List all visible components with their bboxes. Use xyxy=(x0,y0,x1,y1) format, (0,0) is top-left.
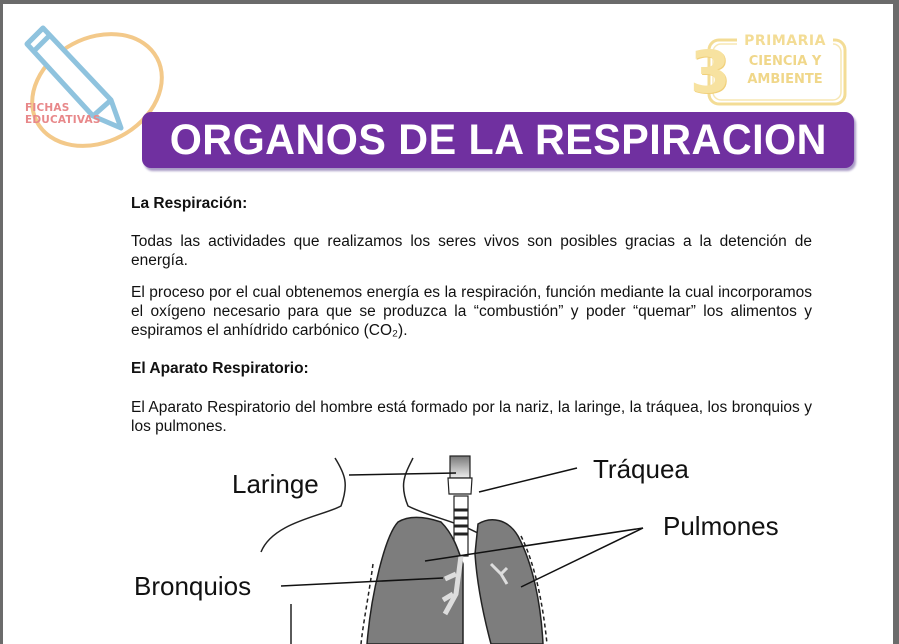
lungs-illustration xyxy=(123,444,823,644)
grade-level: PRIMARIA xyxy=(737,33,833,49)
grade-number: 3 xyxy=(690,38,731,106)
laringe-leader xyxy=(349,473,456,475)
paragraph: El proceso por el cual obtenemos energía es la respiración, función mediante la cual incorporamos el oxígeno necesario para que se produzca la “combustión” y poder “quemar” los alimentos y espiramos el anhídrido carbónico (CO₂). xyxy=(131,284,812,339)
label-laringe: Laringe xyxy=(232,469,319,499)
logo-text-line1: FICHAS xyxy=(25,102,70,114)
respiratory-diagram xyxy=(123,444,823,644)
section-heading-respiracion: La Respiración: xyxy=(131,195,248,212)
label-bronquios: Bronquios xyxy=(134,571,252,601)
traquea-leader xyxy=(479,468,577,492)
grade-subject xyxy=(735,53,835,89)
paragraph: Todas las actividades que realizamos los seres vivos son posibles gracias a la detención de energía. xyxy=(131,233,812,269)
worksheet-page xyxy=(3,4,893,644)
page-title: ORGANOS DE LA RESPIRACION xyxy=(169,115,827,164)
logo-text xyxy=(25,102,101,126)
grade-subject-line1: CIENCIA Y xyxy=(748,54,822,69)
label-pulmones: Pulmones xyxy=(663,511,779,541)
paragraph: El Aparato Respiratorio del hombre está formado por la nariz, la laringe, la tráquea, los bronquios y los pulmones. xyxy=(131,399,812,435)
grade-subject-line2: AMBIENTE xyxy=(747,72,823,87)
title-banner xyxy=(142,112,854,168)
logo-text-line2: EDUCATIVAS xyxy=(25,114,101,126)
label-traquea: Tráquea xyxy=(593,454,689,484)
section-heading-aparato: El Aparato Respiratorio: xyxy=(131,360,309,377)
